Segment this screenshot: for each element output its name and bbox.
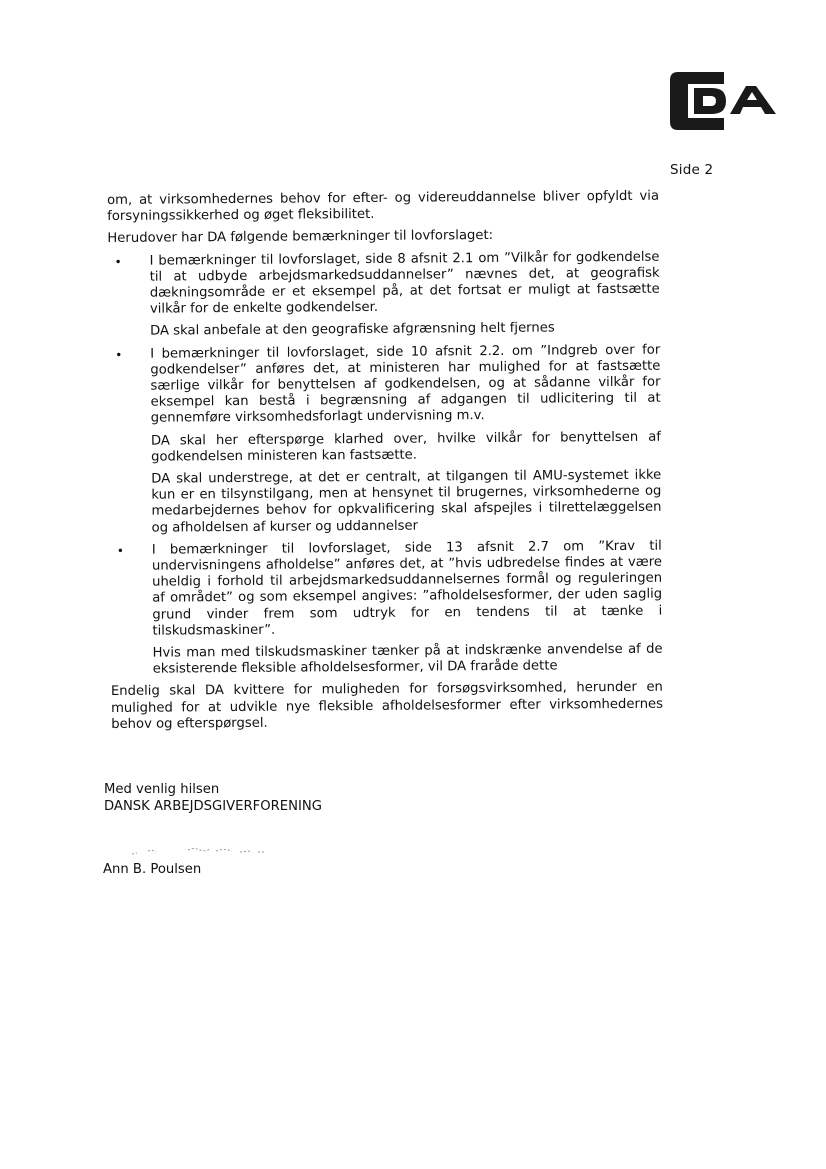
remark-paragraph: I bemærkninger til lovforslaget, side 10 afsnit 2.2. om ”Indgreb over for godkendelser” anføres det, at ministeren har mulighed for at fastsætte særlige vilkår for benyttelsen af godkendelsen, og at sådanne vilkår for eksempel kan bestå i begrænsning af adgangen til udlicitering til at gennemføre virksomhedsforlagt undervisning m.v. [150,342,661,427]
salutation: Med venlig hilsen [104,782,220,797]
remark-paragraph: DA skal understrege, at det er centralt, at tilgangen til AMU-systemet ikke kun er en tilsynstilgang, men at hensynet til brugernes, virksomhederne og medarbejdernes behov for opkvalificering skal afspejles i tilrettelæggelsen og afholdelsen af kurser og uddannelser [151,467,662,536]
remarks-list [107,249,662,678]
bullet-icon: • [115,347,123,362]
remark-item [108,342,661,537]
remark-paragraph: DA skal her efterspørge klarhed over, hvilke vilkår for benyttelsen af godkendelsen ministeren kan fastsætte. [150,429,661,465]
remark-paragraph: I bemærkninger til lovforslaget, side 8 afsnit 2.1 om ”Vilkår for godkendelse til at udbyde arbejdsmarkedsuddannelser” nævnes det, at geografisk dækningsområde er et eksempel på, at det fortsat er muligt at fastsætte vilkår for de enkelte godkendelser. [149,249,660,317]
da-logo [668,70,780,132]
signer-name: Ann B. Poulsen [103,862,202,877]
remarks-intro: Herudover har DA følgende bemærkninger til lovforslaget: [107,228,494,247]
remark-paragraph: DA skal anbefale at den geografiske afgrænsning helt fjernes [150,320,555,340]
signature-scribble [128,843,268,857]
remark-item [110,539,663,679]
page-number: Side 2 [670,162,714,178]
organization-name: DANSK ARBEJDSGIVERFORENING [104,799,322,814]
bullet-icon: • [114,254,122,269]
remark-item [107,249,660,340]
closing-block [104,781,322,815]
bullet-icon: • [116,543,124,558]
remark-paragraph: Hvis man med tilskudsmaskiner tænker på at indskrænke anvendelse af de eksisterende fleksible afholdelsesformer, vil DA fraråde dette [152,641,663,677]
remark-paragraph: I bemærkninger til lovforslaget, side 13 afsnit 2.7 om ”Krav til undervisningens afholdelse” anføres det, at ”hvis udbredelse findes at være uheldig i forhold til arbejdsmarkedsuddannelsernes formål og reguleringen af området” og som eksempel angives: ”afholdelsesformer, der uden saglig grund vinder frem som udtryk for en tendens til at tænke i tilskudsmaskiner”. [151,538,663,639]
letter-body [107,189,663,739]
intro-paragraph: om, at virksomhedernes behov for efter- og videreuddannelse bliver opfyldt via forsyningssikkerhed og øget fleksibilitet. [107,188,660,225]
final-paragraph: Endelig skal DA kvittere for muligheden for forsøgsvirksomhed, herunder en mulighed for at udvikle nye fleksible afholdelsesformer efter virksomhedernes behov og efterspørgsel. [110,680,664,732]
